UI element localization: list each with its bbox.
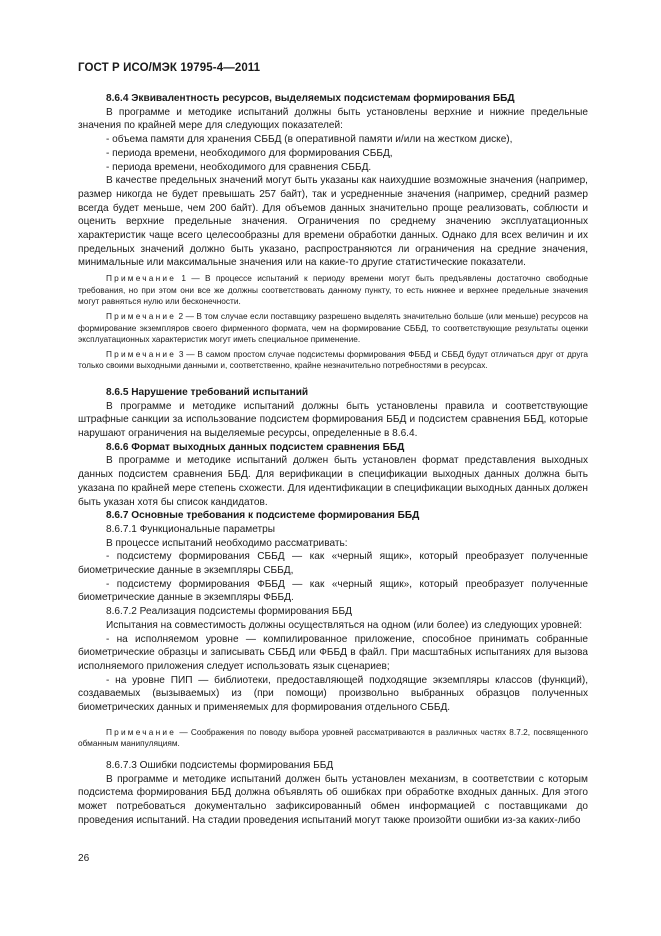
note xyxy=(78,311,588,346)
note-label: Примечание xyxy=(106,726,177,737)
paragraph: В программе и методике испытаний должен быть установлен механизм, в соответствии с которым подсистема формирования ББД должна объявлять об ошибках при обработке входных данных. Для этого может потребоваться документально зафиксированный обмен информацией с поставщиками до проведения испытаний. На стадии проведения испытаний могут также произойти ошибки из-за каких-либо xyxy=(78,773,588,826)
paragraph: Испытания на совместимость должны осуществляться на одном (или более) из следующих уровней: xyxy=(106,619,583,631)
page-number: 26 xyxy=(78,853,90,864)
document-body xyxy=(78,92,588,827)
note-text: 2 — В том случае если поставщику разрешено выделять значительно больше (или меньше) ресурсов на формирование экземпляров своего фирменного формата, чем на формирование СББД, то соответствующие результаты оценки эксплуатационных характеристик могут иметь специальное применение. xyxy=(78,310,588,345)
list-item: - объема памяти для хранения СББД (в оперативной памяти и/или на жестком диске), xyxy=(106,134,513,146)
note xyxy=(78,273,588,308)
section-heading-8-6-7: 8.6.7 Основные требования к подсистеме формирования ББД xyxy=(106,510,420,522)
list-item: - на исполняемом уровне — компилированное приложение, способное принимать собранные биометрические образцы и записывать СББД или ФББД в файл. При масштабных испытаниях для вызова исполняемого приложения следует использовать язык сценариев; xyxy=(78,633,588,672)
subsection-heading: 8.6.7.1 Функциональные параметры xyxy=(106,523,276,535)
paragraph: В качестве предельных значений могут быть указаны как наихудшие возможные значения (например, размер никогда не будет превышать 257 байт), так и усредненные значения (например, средний размер всегда будет меньше, чем 200 байт). Для объемов данных значительно проще реализовать, соблюсти и оценить верхние предельные значения. Ограничения по среднему значению эксплуатационных характеристик чаще всего целесообразны для времени обработки данных. Однако для всех величин и их предельных значений должно быть указано, распространяются ли ограничения на средние значения, минимальные или максимальные значения или на какие-то другие статистические показатели. xyxy=(78,175,588,269)
paragraph: В программе и методике испытаний должны быть установлены верхние и нижние предельные значения по крайней мере для следующих показателей: xyxy=(78,106,588,132)
section-heading-8-6-5: 8.6.5 Нарушение требований испытаний xyxy=(106,386,309,398)
section-heading-8-6-4: 8.6.4 Эквивалентность ресурсов, выделяемых подсистемам формирования ББД xyxy=(106,93,515,104)
paragraph: В программе и методике испытаний должен быть установлен формат представления выходных данных подсистем сравнения ББД. Для верификации в спецификации выходных данных должна быть указана по крайней мере степень схожести. Для идентификации в спецификации выходных данных должен быть указан хотя бы список кандидатов. xyxy=(78,455,588,508)
note-text: 3 — В самом простом случае подсистемы формирования ФББД и СББД будут отличаться друг от друга только своими выходными данными и, соответственно, крайне незначительно потребностями в ресурсах. xyxy=(78,348,588,371)
document-header: ГОСТ Р ИСО/МЭК 19795-4—2011 xyxy=(78,62,261,74)
note-text: — Соображения по поводу выбора уровней рассматриваются в различных частях 8.7.2, посвященного обманным манипуляциям. xyxy=(78,726,588,749)
list-item: - на уровне ПИП — библиотеки, предоставляющей подходящие экземпляры классов (функций), создаваемых (вызываемых) из (при помощи) произвольно выбранных образцов полученных биометрических данных и применяемых для формирования отдельного СББД. xyxy=(78,674,588,714)
note-label: Примечание xyxy=(106,348,177,359)
subsection-heading: 8.6.7.2 Реализация подсистемы формирования ББД xyxy=(106,606,353,618)
note xyxy=(78,349,588,372)
list-item: - периода времени, необходимого для сравнения СББД. xyxy=(106,161,372,173)
note-label: Примечание xyxy=(106,310,177,321)
note xyxy=(78,727,588,750)
subsection-heading: 8.6.7.3 Ошибки подсистемы формирования ББД xyxy=(106,759,334,771)
paragraph: В процессе испытаний необходимо рассматривать: xyxy=(106,537,348,549)
note-text: 1 — В процессе испытаний к периоду времени могут быть предъявлены достаточно свободные требования, но при этом они все же должны соответствовать данному пункту, то есть нижнее и верхнее предельные значения могут равняться нулю или бесконечности. xyxy=(78,273,588,307)
paragraph: В программе и методике испытаний должны быть установлены правила и соответствующие штрафные санкции за использование подсистем формирования ББД и подсистем сравнения ББД, которые нарушают ограничения на выделяемые ресурсы, определенные в 8.6.4. xyxy=(78,400,588,439)
note-label: Примечание xyxy=(106,273,177,284)
list-item: - периода времени, необходимого для формирования СББД, xyxy=(106,147,393,159)
section-heading-8-6-6: 8.6.6 Формат выходных данных подсистем сравнения ББД xyxy=(106,441,405,453)
list-item: - подсистему формирования СББД — как «черный ящик», который преобразует полученные биометрические данные в экземпляры СББД, xyxy=(78,551,588,577)
list-item: - подсистему формирования ФББД — как «черный ящик», который преобразует полученные биометрические данные в экземпляры ФББД. xyxy=(78,578,588,604)
